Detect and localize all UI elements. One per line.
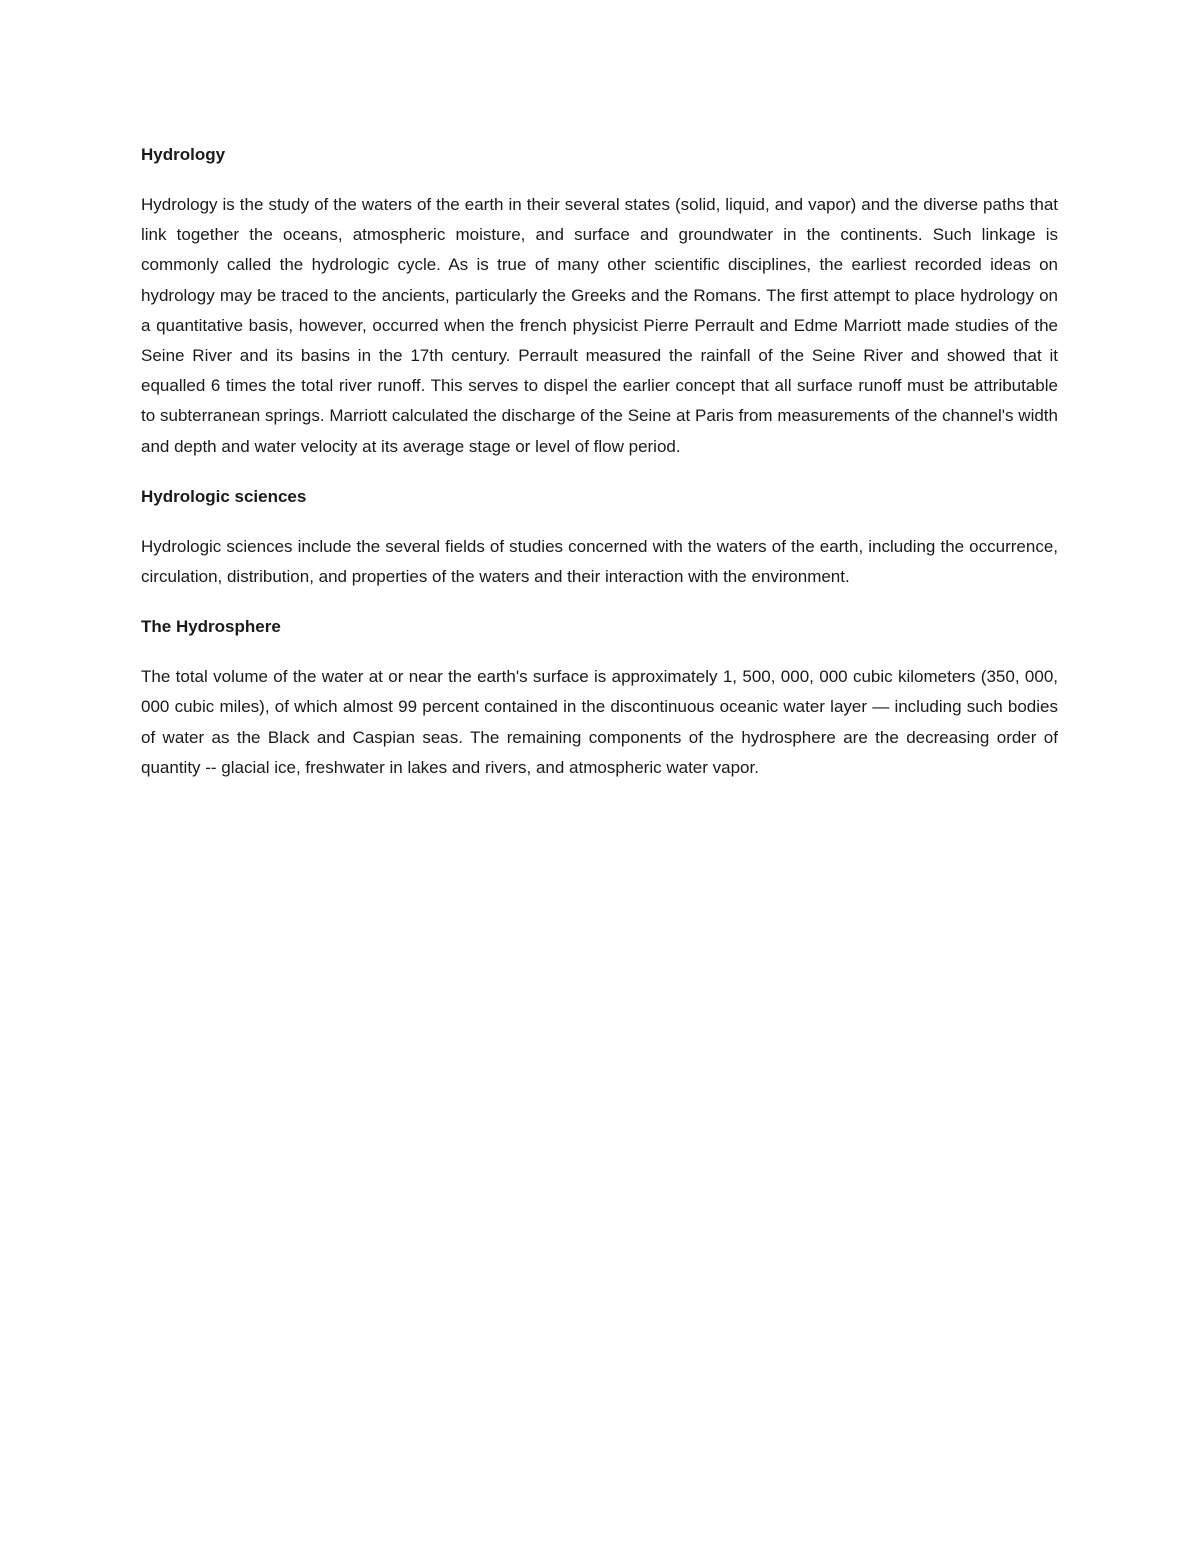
section-body-hydrology: Hydrology is the study of the waters of the earth in their several states (solid, liquid, and vapor) and the diverse paths that link together the oceans, atmospheric moisture, and surface and groundwater in the continents. Such linkage is commonly called the hydrologic cycle. As is true of many other scientific disciplines, the earliest recorded ideas on hydrology may be traced to the ancients, particularly the Greeks and the Romans. The first attempt to place hydrology on a quantitative basis, however, occurred when the french physicist Pierre Perrault and Edme Marriott made studies of the Seine River and its basins in the 17th century. Perrault measured the rainfall of the Seine River and showed that it equalled 6 times the total river runoff. This serves to dispel the earlier concept that all surface runoff must be attributable to subterranean springs. Marriott calculated the discharge of the Seine at Paris from measurements of the channel's width and depth and water velocity at its average stage or level of flow period. xyxy=(141,195,1058,456)
section-heading-hydrologic-sciences: Hydrologic sciences xyxy=(141,486,307,506)
section-heading-hydrosphere: The Hydrosphere xyxy=(141,617,281,637)
section-body-hydrologic-sciences: Hydrologic sciences include the several fields of studies concerned with the waters of the earth, including the occurrence, circulation, distribution, and properties of the waters and their interaction with the environment. xyxy=(141,536,1058,587)
section-body-hydrosphere: The total volume of the water at or near the earth's surface is approximately 1, 500, 000, 000 cubic kilometers (350, 000, 000 cubic miles), of which almost 99 percent contained in the discontinuous oceanic water layer — including such bodies of water as the Black and Caspian seas. The remaining components of the hydrosphere are the decreasing order of quantity -- glacial ice, freshwater in lakes and rivers, and atmospheric water vapor. xyxy=(141,667,1058,777)
document-page xyxy=(141,140,1058,803)
section-heading-hydrology: Hydrology xyxy=(141,145,226,164)
